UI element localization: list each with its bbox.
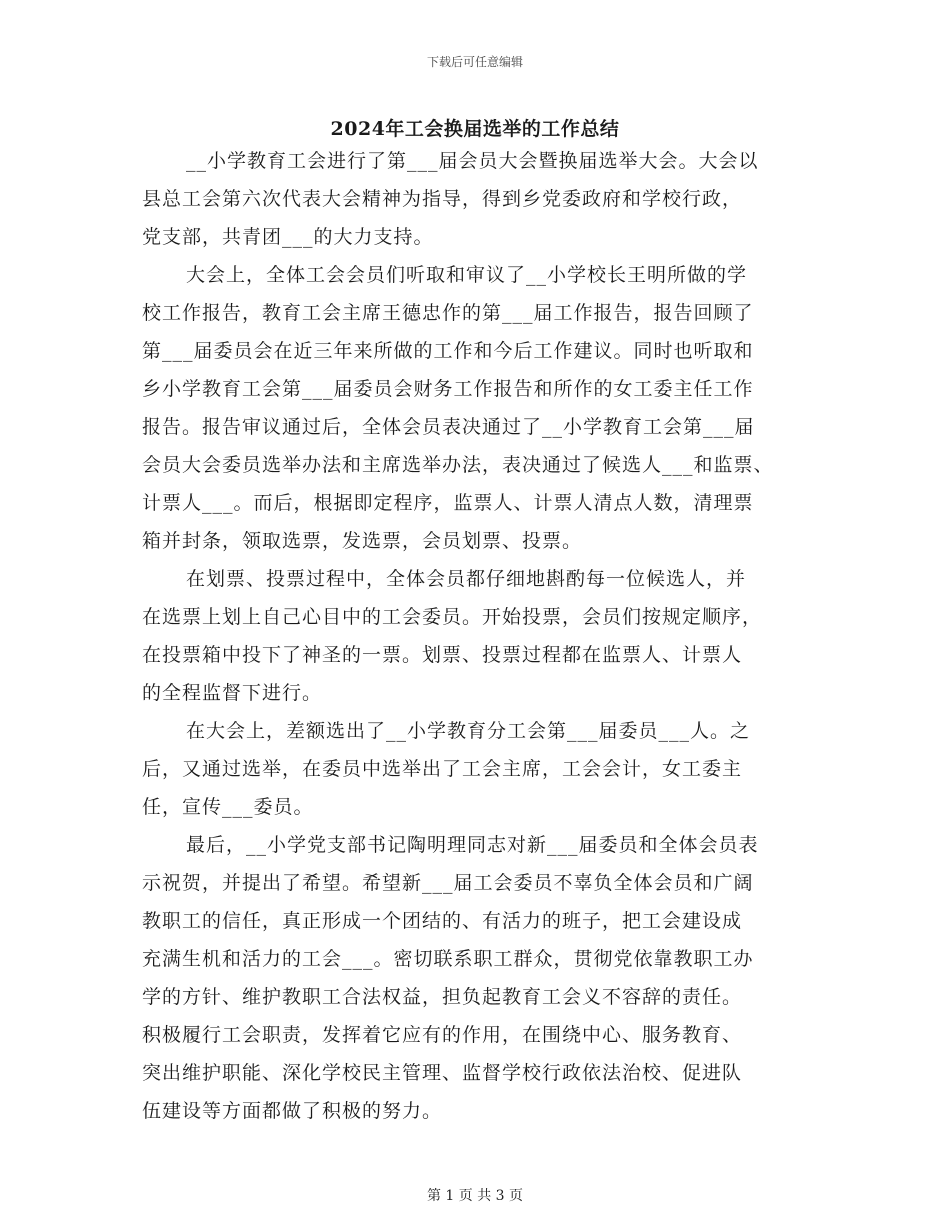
text-line: 计票人___。而后，根据即定程序，监票人、计票人清点人数，清理票 (142, 492, 754, 514)
paragraph-3 (142, 560, 812, 712)
text-line: 箱并封条，领取选票，发选票，会员划票、投票。 (142, 530, 583, 552)
text-line: 充满生机和活力的工会___。密切联系职工群众，贯彻党依靠教职工办 (142, 948, 754, 970)
text-line: 乡小学教育工会第___届委员会财务工作报告和所作的女工委主任工作 (142, 378, 754, 400)
text-line: 在选票上划上自己心目中的工会委员。开始投票，会员们按规定顺序， (142, 606, 763, 628)
text-line: 第___届委员会在近三年来所做的工作和今后工作建议。同时也听取和 (142, 340, 754, 362)
text-line: 积极履行工会职责，发挥着它应有的作用，在围绕中心、服务教育、 (142, 1024, 743, 1046)
text-line: 学的方针、维护教职工合法权益，担负起教育工会义不容辞的责任。 (142, 986, 743, 1008)
text-line: 最后，__小学党支部书记陶明理同志对新___届委员和全体会员表 (186, 834, 759, 856)
document-body (142, 142, 812, 1130)
text-line: 在大会上，差额选出了__小学教育分工会第___届委员___人。之 (186, 720, 751, 742)
header-note: 下载后可任意编辑 (426, 55, 523, 69)
document-title: 2024年工会换届选举的工作总结 (330, 118, 620, 140)
text-line: 在投票箱中投下了神圣的一票。划票、投票过程都在监票人、计票人 (142, 644, 743, 666)
text-line: 在划票、投票过程中，全体会员都仔细地斟酌每一位候选人，并 (186, 568, 747, 590)
text-line: 教职工的信任，真正形成一个团结的、有活力的班子，把工会建设成 (142, 910, 743, 932)
paragraph-1 (142, 142, 812, 256)
text-line: 校工作报告，教育工会主席王德忠作的第___届工作报告，报告回顾了 (142, 302, 754, 324)
text-line: 任，宣传___委员。 (142, 796, 314, 818)
text-line: 党支部，共青团___的大力支持。 (142, 226, 434, 248)
text-line: 县总工会第六次代表大会精神为指导，得到乡党委政府和学校行政， (142, 188, 743, 210)
page-indicator: 第 1 页 共 3 页 (426, 1188, 524, 1204)
text-line: 的全程监督下进行。 (142, 682, 323, 704)
text-line: 大会上，全体工会会员们听取和审议了__小学校长王明所做的学 (186, 264, 748, 286)
text-line: 伍建设等方面都做了积极的努力。 (142, 1100, 443, 1122)
text-line: 后，又通过选举，在委员中选举出了工会主席，工会会计，女工委主 (142, 758, 743, 780)
paragraph-4 (142, 712, 812, 826)
text-line: __小学教育工会进行了第___届会员大会暨换届选举大会。大会以 (186, 150, 759, 172)
text-line: 示祝贺，并提出了希望。希望新___届工会委员不辜负全体会员和广阔 (142, 872, 754, 894)
text-line: 突出维护职能、深化学校民主管理、监督学校行政依法治校、促进队 (142, 1062, 743, 1084)
paragraph-2 (142, 256, 812, 560)
text-line: 报告。报告审议通过后，全体会员表决通过了__小学教育工会第___届 (142, 416, 755, 438)
paragraph-5 (142, 826, 812, 1130)
text-line: 会员大会委员选举办法和主席选举办法，表决通过了候选人___和监票、 (142, 454, 774, 476)
